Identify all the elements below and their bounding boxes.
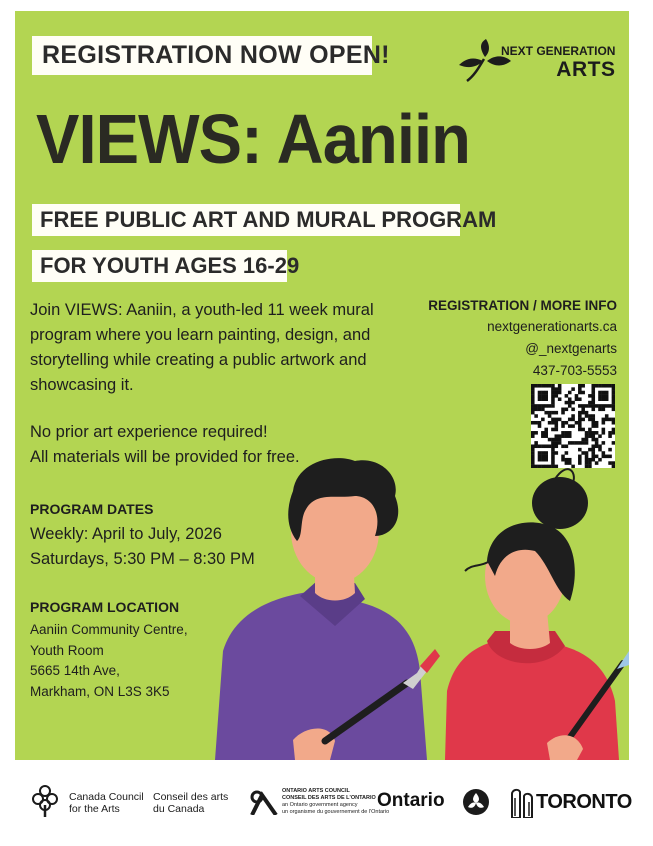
phone-number[interactable]: 437-703-5553 (532, 363, 617, 378)
oac-line4: un organisme du gouvernement de l'Ontario (282, 809, 390, 815)
program-description: Join VIEWS: Aaniin, a youth-led 11 week mural program where you learn painting, design, and storytelling while creating a public artwork and showcasing it. (30, 301, 374, 394)
age-subtitle: FOR YOUTH AGES 16-29 (32, 250, 287, 282)
social-handle[interactable]: @_nextgenarts (525, 341, 617, 356)
program-subtitle: FREE PUBLIC ART AND MURAL PROGRAM (32, 204, 460, 236)
location-block (30, 620, 188, 702)
oac-text (282, 788, 389, 816)
trillium-icon (462, 788, 490, 816)
registration-banner: REGISTRATION NOW OPEN! (32, 36, 372, 75)
no-prior-text: No prior art experience required! (30, 423, 268, 441)
page-title: VIEWS: Aaniin (36, 100, 470, 178)
ontario-arts-council-icon (248, 789, 278, 815)
materials-text: All materials will be provided for free. (30, 448, 300, 466)
ccfa-fr-line1: Conseil des arts (153, 791, 229, 803)
location-line3: 5665 14th Ave, (30, 663, 120, 678)
ccfa-en-line1: Canada Council (69, 791, 144, 803)
location-heading: PROGRAM LOCATION (30, 599, 180, 615)
canada-council-icon (30, 783, 60, 817)
registration-heading: REGISTRATION / MORE INFO (428, 298, 617, 313)
ccfa-english (69, 791, 144, 815)
dates-heading: PROGRAM DATES (30, 501, 154, 517)
dates-line2: Saturdays, 5:30 PM – 8:30 PM (30, 550, 255, 568)
registration-info (428, 298, 617, 381)
ccfa-french (153, 791, 228, 815)
illustration-youth-painting (205, 451, 629, 760)
website-link[interactable]: nextgenerationarts.ca (487, 319, 617, 334)
oac-line3: an Ontario government agency (282, 802, 358, 808)
oac-line1: ONTARIO ARTS COUNCIL (282, 788, 350, 794)
oac-line2: CONSEIL DES ARTS DE L'ONTARIO (282, 795, 376, 801)
location-line4: Markham, ON L3S 3K5 (30, 683, 170, 699)
dates-line1: Weekly: April to July, 2026 (30, 525, 222, 543)
location-line1: Aaniin Community Centre, (30, 622, 188, 637)
ccfa-en-line2: for the Arts (69, 803, 120, 815)
ccfa-fr-line2: du Canada (153, 803, 205, 815)
logo-line2: ARTS (556, 58, 616, 81)
logo-text (501, 44, 615, 82)
poster (15, 11, 629, 760)
location-line2: Youth Room (30, 642, 104, 658)
ontario-wordmark: Ontario (377, 790, 445, 811)
toronto-wordmark: TORONTO (536, 791, 632, 813)
toronto-city-hall-icon (510, 788, 534, 818)
logo-line1: NEXT GENERATION (501, 44, 616, 58)
